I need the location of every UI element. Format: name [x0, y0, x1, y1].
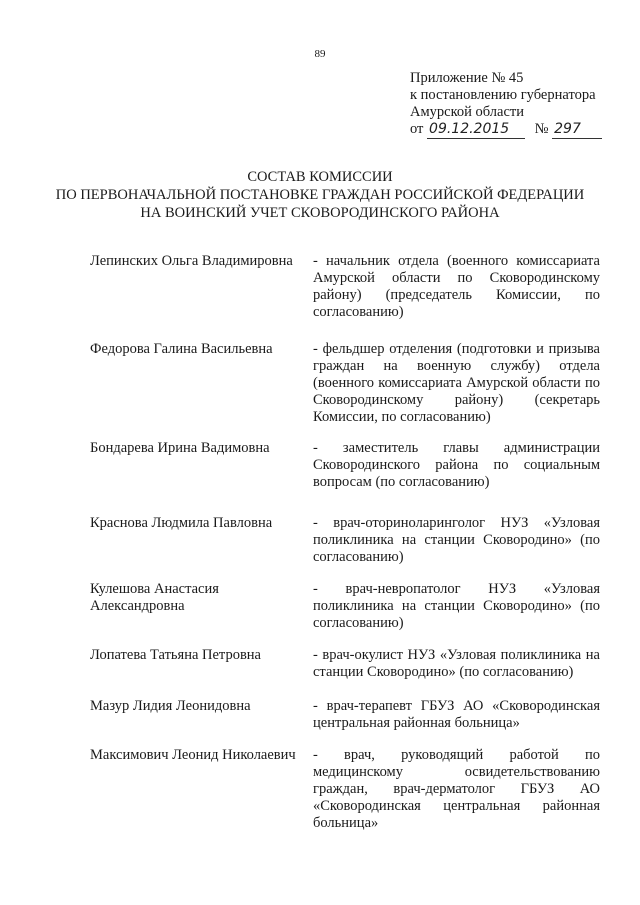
member-row — [90, 253, 600, 341]
appendix-region-line: Амурской области — [410, 104, 524, 120]
member-name: Бондарева Ирина Вадимовна — [90, 440, 270, 456]
member-name: Мазур Лидия Леонидовна — [90, 698, 251, 714]
appendix-date-line — [410, 121, 602, 139]
member-role: - врач-окулист НУЗ «Узловая поликлиника на станции Сковородино» (по согласованию) — [313, 647, 600, 680]
member-row — [90, 747, 600, 831]
member-role: - врач-оториноларинголог НУЗ «Узловая поликлиника на станции Сковородино» (по согласованию) — [313, 515, 600, 565]
appendix-block — [410, 70, 602, 139]
appendix-title: Приложение № 45 — [410, 70, 524, 86]
number-label: № — [534, 121, 549, 137]
member-role: - врач, руководящий работой по медицинскому освидетельствованию граждан, врач-дерматолог ГБУЗ АО «Сковородинская центральная районная больница» — [313, 747, 600, 831]
handwritten-number: 297 — [552, 121, 602, 139]
member-name: Лопатева Татьяна Петровна — [90, 647, 261, 663]
appendix-decree-line: к постановлению губернатора — [410, 87, 596, 103]
member-name: Кулешова Анастасия Александровна — [90, 581, 219, 614]
member-role: - врач-терапевт ГБУЗ АО «Сковородинская центральная районная больница» — [313, 698, 600, 731]
commission-members-list — [90, 253, 600, 831]
page-number: 89 — [314, 48, 326, 60]
member-role: - фельдшер отделения (подготовки и призыва граждан на военную службу) отдела (военного комиссариата Амурской области по Сковородинскому району) (секретарь Комиссии, по согласованию) — [313, 341, 600, 425]
member-row — [90, 341, 600, 440]
member-row — [90, 440, 600, 515]
member-name: Максимович Леонид Николаевич — [90, 747, 296, 763]
member-row — [90, 515, 600, 581]
member-row — [90, 647, 600, 698]
date-prefix: от — [410, 121, 424, 137]
title-line-2: ПО ПЕРВОНАЧАЛЬНОЙ ПОСТАНОВКЕ ГРАЖДАН РОССИЙСКОЙ ФЕДЕРАЦИИ — [55, 187, 585, 203]
title-line-3: НА ВОИНСКИЙ УЧЕТ СКОВОРОДИНСКОГО РАЙОНА — [140, 205, 500, 221]
handwritten-date: 09.12.2015 — [427, 121, 525, 139]
member-row — [90, 581, 600, 647]
member-role: - врач-невропатолог НУЗ «Узловая поликлиника на станции Сковородино» (по согласованию) — [313, 581, 600, 631]
document-title — [0, 168, 640, 222]
member-row — [90, 698, 600, 747]
member-name: Краснова Людмила Павловна — [90, 515, 273, 531]
member-name: Лепинских Ольга Владимировна — [90, 253, 293, 269]
title-line-1: СОСТАВ КОМИССИИ — [247, 169, 393, 185]
member-name: Федорова Галина Васильевна — [90, 341, 273, 357]
member-role: - начальник отдела (военного комиссариата Амурской области по Сковородинскому району) (председатель Комиссии, по согласованию) — [313, 253, 600, 320]
member-role: - заместитель главы администрации Сковородинского района по социальным вопросам (по согласованию) — [313, 440, 600, 490]
